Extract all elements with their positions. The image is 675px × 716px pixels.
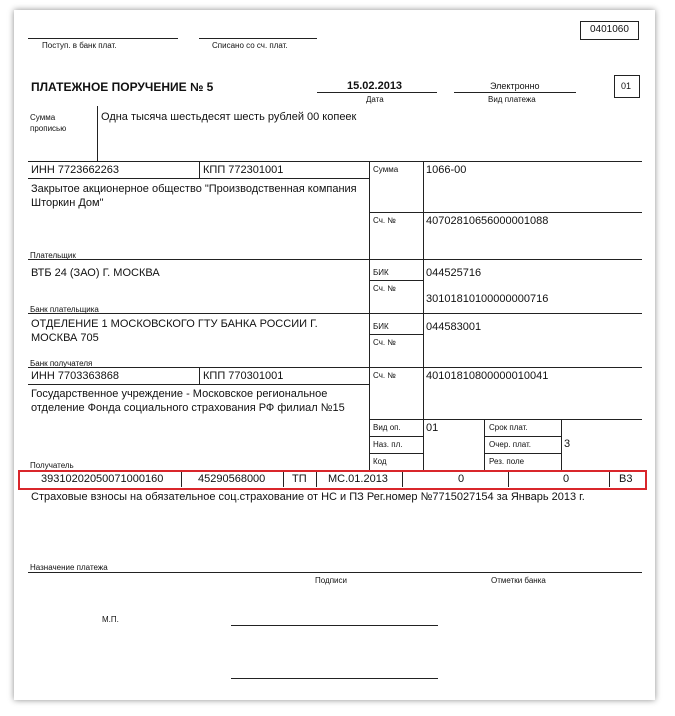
payer-bank-account-value: 30101810100000000716 [426,293,549,305]
srok-label: Срок плат. [489,423,528,432]
vid-op-label: Вид оп. [373,423,401,432]
date-label: Дата [366,95,384,104]
payment-order-sheet [14,10,655,700]
date-value: 15.02.2013 [347,80,403,92]
grid-line-5 [369,280,423,281]
date-line [317,92,437,93]
page-title: ПЛАТЕЖНОЕ ПОРУЧЕНИЕ № 5 [31,80,214,94]
grid-line-12 [484,436,561,437]
purpose-text: Страховые взносы на обязательное соц.страхование от НС и ПЗ Рег.номер №7715027154 за Январь 2013 г. [31,491,585,503]
tax-doc-date: 0 [563,473,570,485]
kod-label: Код [373,457,387,466]
spisano-label: Списано со сч. плат. [212,41,288,50]
grid-line-11 [369,436,423,437]
tax-divider-4 [402,472,403,487]
recipient-bank-label: Банк получателя [30,359,93,368]
postup-line [28,38,178,39]
ocher-value: 3 [564,438,571,450]
status-code: 01 [621,81,632,91]
amount-words-label-2: прописью [30,124,67,133]
recipient-bank-bik-label: БИК [373,322,389,331]
grid-col-2 [199,367,200,384]
purpose-line [28,572,642,573]
recipient-name: Государственное учреждение - Московское региональное отделение Фонда социального страхования РФ филиал №15 [31,388,345,414]
bank-marks-label: Отметки банка [491,576,546,585]
tax-divider-6 [609,472,610,487]
grid-line-13 [369,453,423,454]
grid-col-4 [423,161,424,470]
tax-divider-1 [181,472,182,487]
payer-inn: ИНН 7723662263 [31,164,120,176]
payer-bank-name: ВТБ 24 (ЗАО) Г. МОСКВА [31,267,160,279]
grid-line-4 [28,259,642,260]
vid-op-value: 01 [426,422,439,434]
postup-label: Поступ. в банк плат. [42,41,117,50]
payer-kpp: КПП 772301001 [203,164,284,176]
grid-line-6 [28,313,642,314]
signature-line-2 [231,678,438,679]
recipient-bank-bik-value: 044583001 [426,321,482,333]
grid-line-1 [28,161,642,162]
grid-line-10 [369,419,642,420]
payment-kind-label: Вид платежа [488,95,536,104]
tax-doc-number: 0 [458,473,465,485]
tax-type: В3 [619,473,633,485]
payment-kind-value: Электронно [490,81,540,91]
tax-period: МС.01.2013 [328,473,388,485]
spisano-line [199,38,317,39]
tax-divider-3 [316,472,317,487]
sum-value: 1066-00 [426,164,467,176]
payer-account-value: 40702810656000001088 [426,215,549,227]
signatures-label: Подписи [315,576,347,585]
payer-label: Плательщик [30,251,76,260]
purpose-label: Назначение платежа [30,563,108,572]
recipient-account-label: Сч. № [373,371,396,380]
recipient-bank-account-label: Сч. № [373,338,396,347]
payer-bank-account-label: Сч. № [373,284,396,293]
payer-bank-bik-label: БИК [373,268,389,277]
amount-words-value: Одна тысяча шестьдесят шесть рублей 00 копеек [101,111,357,123]
payer-bank-bik-value: 044525716 [426,267,482,279]
rez-label: Рез. поле [489,457,525,466]
recipient-kpp: КПП 770301001 [203,370,284,382]
tax-basis: ТП [292,473,307,485]
tax-divider-5 [508,472,509,487]
amount-words-divider [97,106,98,161]
grid-col-6 [561,419,562,470]
grid-line-3 [369,212,642,213]
recipient-account-value: 40101810800000010041 [426,370,549,382]
grid-col-3 [369,161,370,470]
grid-line-7 [369,334,423,335]
stamp-label: М.П. [102,615,119,624]
grid-col-1 [199,161,200,178]
recipient-inn: ИНН 7703363868 [31,370,120,382]
recipient-label: Получатель [30,461,74,470]
tax-kbk: 39310202050071000160 [41,473,164,485]
grid-line-2 [28,178,369,179]
tax-divider-2 [283,472,284,487]
grid-line-8 [28,367,642,368]
tax-oktmo: 45290568000 [198,473,266,485]
amount-words-label-1: Сумма [30,113,56,122]
sum-label: Сумма [373,165,399,174]
form-code: 0401060 [590,24,629,35]
payer-bank-label: Банк плательщика [30,305,99,314]
signature-line-1 [231,625,438,626]
grid-line-9 [28,384,369,385]
grid-col-5 [484,419,485,470]
payer-account-label: Сч. № [373,216,396,225]
payment-kind-line [454,92,576,93]
grid-line-14 [484,453,561,454]
payer-name: Закрытое акционерное общество "Производственная компания Шторкин Дом" [31,183,357,209]
recipient-bank-name: ОТДЕЛЕНИЕ 1 МОСКОВСКОГО ГТУ БАНКА РОССИИ Г. МОСКВА 705 [31,318,318,344]
ocher-label: Очер. плат. [489,440,532,449]
naz-pl-label: Наз. пл. [373,440,403,449]
